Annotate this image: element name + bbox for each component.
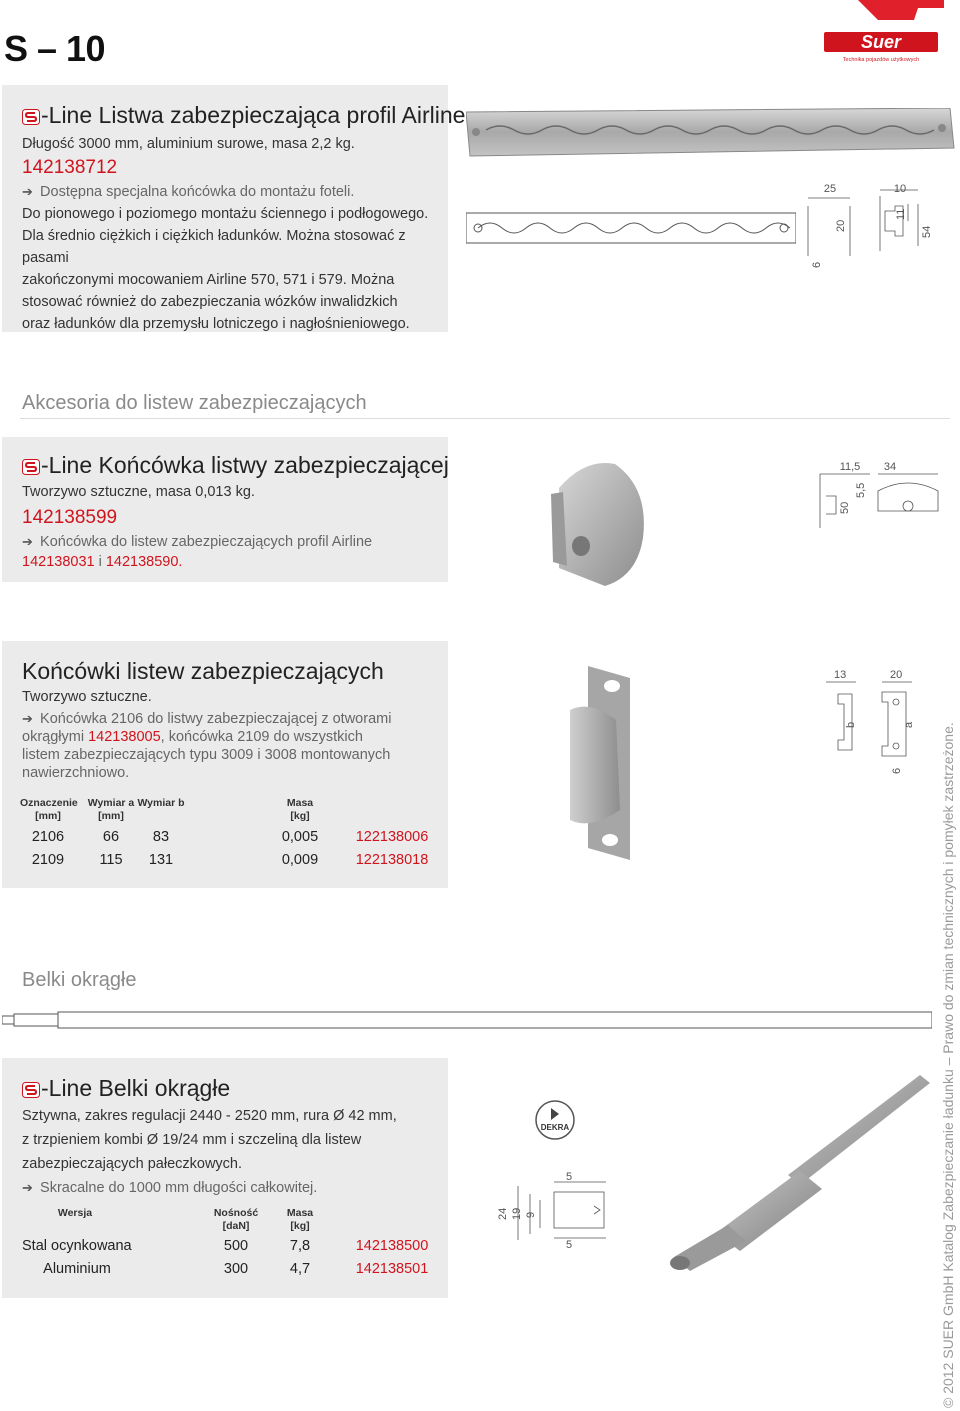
beams-line1: Sztywna, zakres regulacji 2440 - 2520 mm, rura Ø 42 mm, [22, 1108, 397, 1124]
s-line-icon [22, 1077, 40, 1093]
endcaps-note1: ➔ Końcówka 2106 do listwy zabezpieczającej z otworami [22, 711, 392, 727]
dim-a: a [903, 721, 915, 728]
endcap-refs: 142138031 i 142138590. [22, 554, 183, 570]
airline-body [22, 133, 442, 335]
dim-19: 19 [511, 1207, 523, 1220]
endcap-dimension-drawing [808, 456, 948, 536]
page-code: S – 10 [4, 28, 106, 69]
beams-line2: z trzpieniem kombi Ø 19/24 mm i szczeliną dla listew [22, 1132, 362, 1148]
table-row: Aluminium 300 4,7 142138501 [43, 1261, 429, 1277]
dekra-badge [534, 1096, 576, 1146]
airline-note: ➔ Dostępna specjalna końcówka do montażu foteli. [22, 181, 442, 203]
endcap-line1: Tworzywo sztuczne, masa 0,013 kg. [22, 484, 255, 500]
airline-sku: 142138712 [22, 157, 118, 178]
airline-line1: Długość 3000 mm, aluminium surowe, masa 2,2 kg. [22, 136, 355, 152]
table-row: 2109 115 131 0,009 122138018 [31, 852, 429, 868]
airline-desc4: stosować również do zabezpieczania wózków inwalidzkich [22, 294, 398, 310]
dim-24: 24 [497, 1207, 509, 1220]
beams-body [22, 1104, 442, 1200]
section-accessories-title: Akcesoria do listew zabezpieczających [22, 392, 367, 414]
endcap-body [22, 481, 442, 571]
endcap-note: ➔ Końcówka do listew zabezpieczających profil Airline [22, 531, 442, 553]
airline-desc5: oraz ładunków dla przemysłu lotniczego i nagłośnieniowego. [22, 316, 410, 332]
dekra-text: DEKRA [540, 1123, 570, 1132]
endcaps-line1: Tworzywo sztuczne. [22, 689, 152, 705]
s-line-icon [22, 454, 40, 470]
dim-50: 50 [839, 501, 851, 514]
endcaps-body [22, 688, 442, 782]
dim-6: 6 [891, 767, 903, 774]
dim-11-5: 11,5 [839, 461, 861, 473]
endcaps-header-code: Oznaczenie [mm] [20, 797, 78, 822]
suer-logo [818, 0, 944, 64]
table-row: Stal ocynkowana 500 7,8 142138500 [22, 1238, 429, 1254]
beams-header-version: Wersja [57, 1207, 93, 1219]
dim-34: 34 [883, 461, 897, 473]
airline-rail-drawing [466, 205, 796, 255]
arrow-icon: ➔ [22, 711, 33, 726]
dim-5-bottom: 5 [566, 1239, 573, 1250]
endcap-title: -Line Końcówka listwy zabezpieczającej [22, 452, 449, 478]
dim-11: 11 [895, 208, 907, 220]
endcaps-header-mass: Masa [kg] [286, 797, 314, 822]
endcap-sku: 142138599 [22, 507, 118, 528]
endcaps-note3: listem zabezpieczających typu 3009 i 3008 montowanych [22, 747, 391, 763]
arrow-icon: ➔ [22, 534, 33, 549]
logo-tagline: Technika pojazdów użytkowych [842, 57, 920, 63]
endcaps-header-a: Wymiar a [mm] [87, 797, 135, 822]
beam-3d-image [650, 1075, 930, 1275]
beam-long-image [2, 1008, 932, 1032]
beam-dimension-drawing [494, 1170, 614, 1250]
endcaps-header-b: Wymiar b [137, 797, 185, 809]
airline-dimension-drawing [790, 176, 940, 276]
dim-54: 54 [921, 225, 933, 238]
side-copyright: © 2012 SUER GmbH Katalog Zabezpieczanie ładunku – Prawo do zmian technicznych i pomyłek zastrzeżone. [940, 722, 956, 1408]
airline-title: -Line Listwa zabezpieczająca profil Airline [22, 102, 465, 128]
endcap-bracket-image [560, 660, 660, 870]
endcaps-title: Końcówki listew zabezpieczających [22, 658, 384, 684]
endcap-image [545, 458, 655, 588]
dim-9: 9 [525, 1211, 537, 1218]
logo-brand: Suer [860, 32, 902, 52]
beams-header-load: Nośność [daN] [213, 1207, 259, 1232]
airline-rail-image [466, 108, 956, 168]
dim-5-5: 5,5 [855, 482, 867, 498]
endcaps-note4: nawierzchniowo. [22, 765, 130, 781]
beams-header-mass: Masa [kg] [286, 1207, 314, 1232]
dim-20: 20 [890, 669, 903, 681]
dim-10: 10 [893, 183, 907, 195]
section-divider [20, 418, 950, 419]
s-line-icon [22, 104, 40, 120]
beams-line3: zabezpieczających pałeczkowych. [22, 1156, 243, 1172]
dim-25: 25 [823, 183, 837, 195]
endcaps-dimension-drawing [808, 666, 938, 776]
endcaps-note2: okrągłymi 142138005, końcówka 2109 do wszystkich [22, 729, 363, 745]
airline-desc3: zakończonymi mocowaniem Airline 570, 571 i 579. Można [22, 272, 395, 288]
airline-desc2: Dla średnio ciężkich i ciężkich ładunków. Można stosować z pasami [22, 228, 406, 266]
dim-20: 20 [835, 219, 847, 232]
arrow-icon: ➔ [22, 1180, 33, 1195]
table-row: 2106 66 83 0,005 122138006 [31, 829, 429, 845]
dim-b: b [845, 721, 857, 728]
dim-5-top: 5 [566, 1171, 573, 1183]
arrow-icon: ➔ [22, 184, 33, 199]
section-beams-title: Belki okrągłe [22, 969, 137, 991]
beams-note: ➔ Skracalne do 1000 mm długości całkowitej. [22, 1176, 442, 1200]
airline-desc1: Do pionowego i poziomego montażu ściennego i podłogowego. [22, 206, 429, 222]
dim-6: 6 [811, 261, 823, 268]
dim-13: 13 [834, 669, 847, 681]
beams-title: -Line Belki okrągłe [22, 1075, 230, 1101]
